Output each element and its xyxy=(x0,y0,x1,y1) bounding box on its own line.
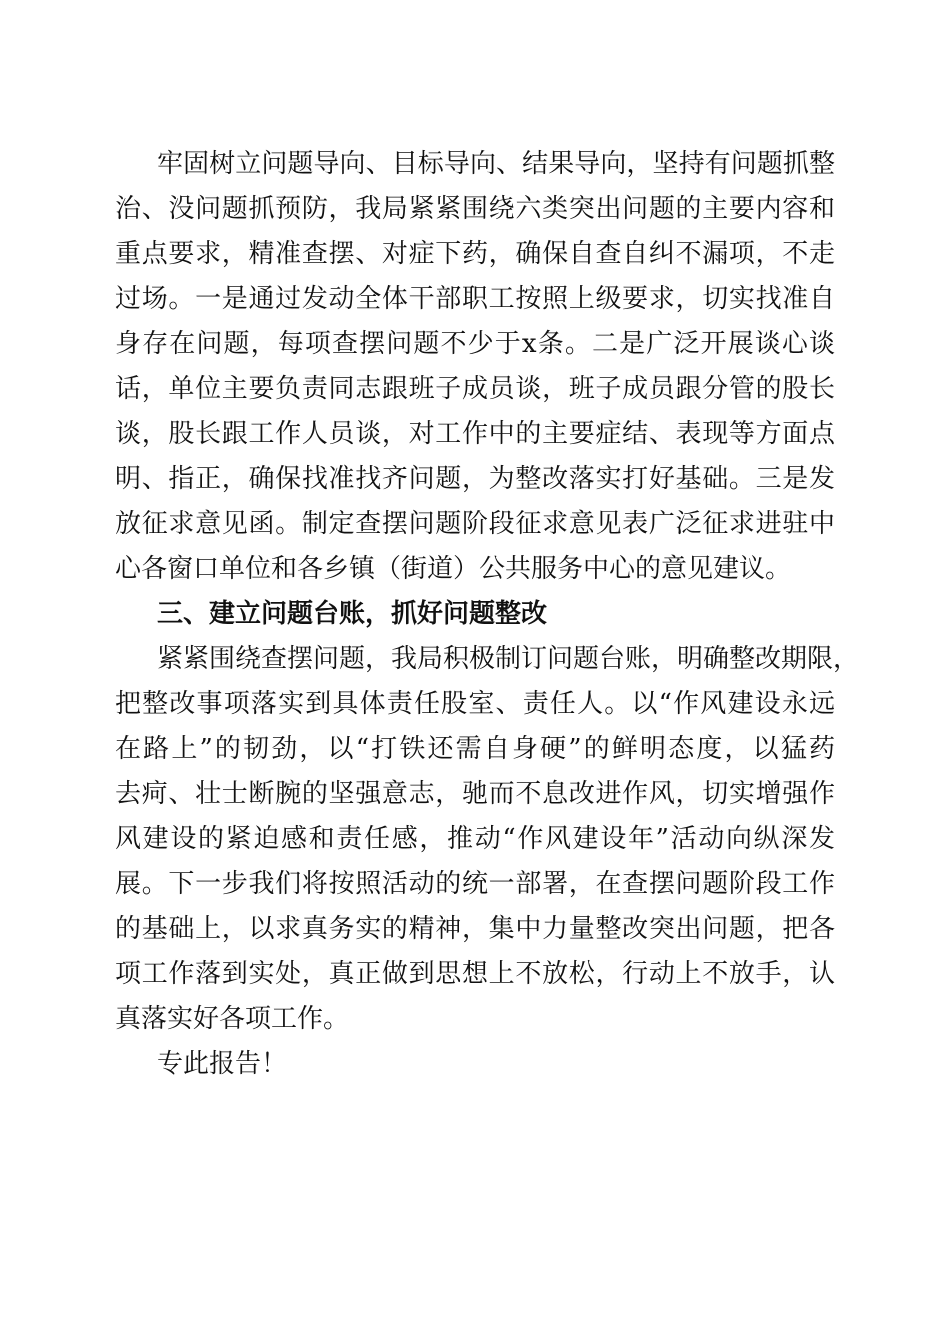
paragraph1-line-6: 话，单位主要负责同志跟班子成员谈，班子成员跟分管的股长 xyxy=(115,374,835,404)
paragraph2-line-2: 把整改事项落实到具体责任股室、责任人。以“作风建设永远 xyxy=(115,689,835,719)
section-heading: 三、建立问题台账，抓好问题整改 xyxy=(157,599,548,629)
paragraph1-line-10: 心各窗口单位和各乡镇（街道）公共服务中心的意见建议。 xyxy=(115,554,792,584)
paragraph2-line-6: 展。下一步我们将按照活动的统一部署，在查摆问题阶段工作 xyxy=(115,869,835,899)
paragraph1-line-2: 治、没问题抓预防，我局紧紧围绕六类突出问题的主要内容和 xyxy=(115,194,835,224)
paragraph2-line-4: 去疴、壮士断腕的坚强意志，驰而不息改进作风，切实增强作 xyxy=(115,779,835,809)
paragraph2-line-5: 风建设的紧迫感和责任感，推动“作风建设年”活动向纵深发 xyxy=(115,824,835,854)
paragraph1-line-1: 牢固树立问题导向、目标导向、结果导向，坚持有问题抓整 xyxy=(157,149,835,179)
paragraph1-line-4: 过场。一是通过发动全体干部职工按照上级要求，切实找准自 xyxy=(115,284,835,314)
paragraph1-line-9: 放征求意见函。制定查摆问题阶段征求意见表广泛征求进驻中 xyxy=(115,509,835,539)
paragraph2-line-7: 的基础上，以求真务实的精神，集中力量整改突出问题，把各 xyxy=(115,914,835,944)
closing-line: 专此报告！ xyxy=(157,1049,288,1079)
paragraph1-line-3: 重点要求，精准查摆、对症下药，确保自查自纠不漏项，不走 xyxy=(115,239,835,269)
paragraph2-line-3: 在路上”的韧劲，以“打铁还需自身硬”的鲜明态度，以猛药 xyxy=(115,734,835,764)
paragraph1-line-8: 明、指正，确保找准找齐问题，为整改落实打好基础。三是发 xyxy=(115,464,835,494)
paragraph2-line-1: 紧紧围绕查摆问题，我局积极制订问题台账，明确整改期限， xyxy=(157,644,860,674)
paragraph1-line-7: 谈，股长跟工作人员谈，对工作中的主要症结、表现等方面点 xyxy=(115,419,835,449)
paragraph2-line-9: 真落实好各项工作。 xyxy=(115,1004,350,1034)
paragraph2-line-8: 项工作落到实处，真正做到思想上不放松，行动上不放手，认 xyxy=(115,959,835,989)
paragraph1-line-5: 身存在问题，每项查摆问题不少于x条。二是广泛开展谈心谈 xyxy=(115,329,835,359)
